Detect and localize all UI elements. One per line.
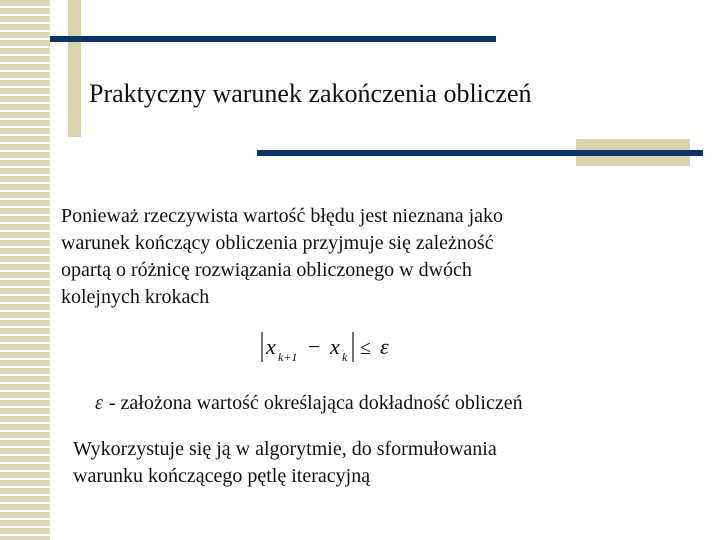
paragraph-usage (73, 436, 653, 490)
epsilon-symbol: ε (95, 392, 103, 414)
formula-leq: ≤ (360, 337, 371, 359)
paragraph-line: warunku kończącego pętlę iteracyjną (73, 465, 371, 487)
decorative-navy-line-bottom (257, 150, 703, 156)
paragraph-line: Ponieważ rzeczywista wartość błędu jest nieznana jako (61, 205, 504, 227)
paragraph-line: Wykorzystuje się ją w algorytmie, do sformułowania (73, 438, 497, 460)
formula-epsilon: ε (380, 334, 389, 359)
slide-title: Praktyczny warunek zakończenia obliczeń (89, 79, 532, 108)
epsilon-definition (95, 390, 523, 416)
formula-subscript-1: k+1 (278, 350, 298, 364)
formula-minus: − (308, 334, 321, 359)
paragraph-line: kolejnych krokach (61, 286, 210, 308)
formula-x2: x (330, 334, 340, 359)
paragraph-line: warunek kończący obliczenia przyjmuje się zależność (61, 232, 494, 254)
decorative-stripes (0, 0, 50, 540)
paragraph-line: opartą o różnicę rozwiązania obliczonego w dwóch (61, 259, 472, 281)
decorative-tan-bar-top (68, 0, 81, 137)
decorative-navy-line-top (50, 36, 496, 42)
formula-stopping-condition (258, 330, 408, 364)
epsilon-description: - założona wartość określająca dokładność obliczeń (108, 392, 523, 414)
formula-x1: x (266, 334, 276, 359)
paragraph-intro (61, 203, 621, 311)
formula-subscript-2: k (342, 350, 348, 364)
